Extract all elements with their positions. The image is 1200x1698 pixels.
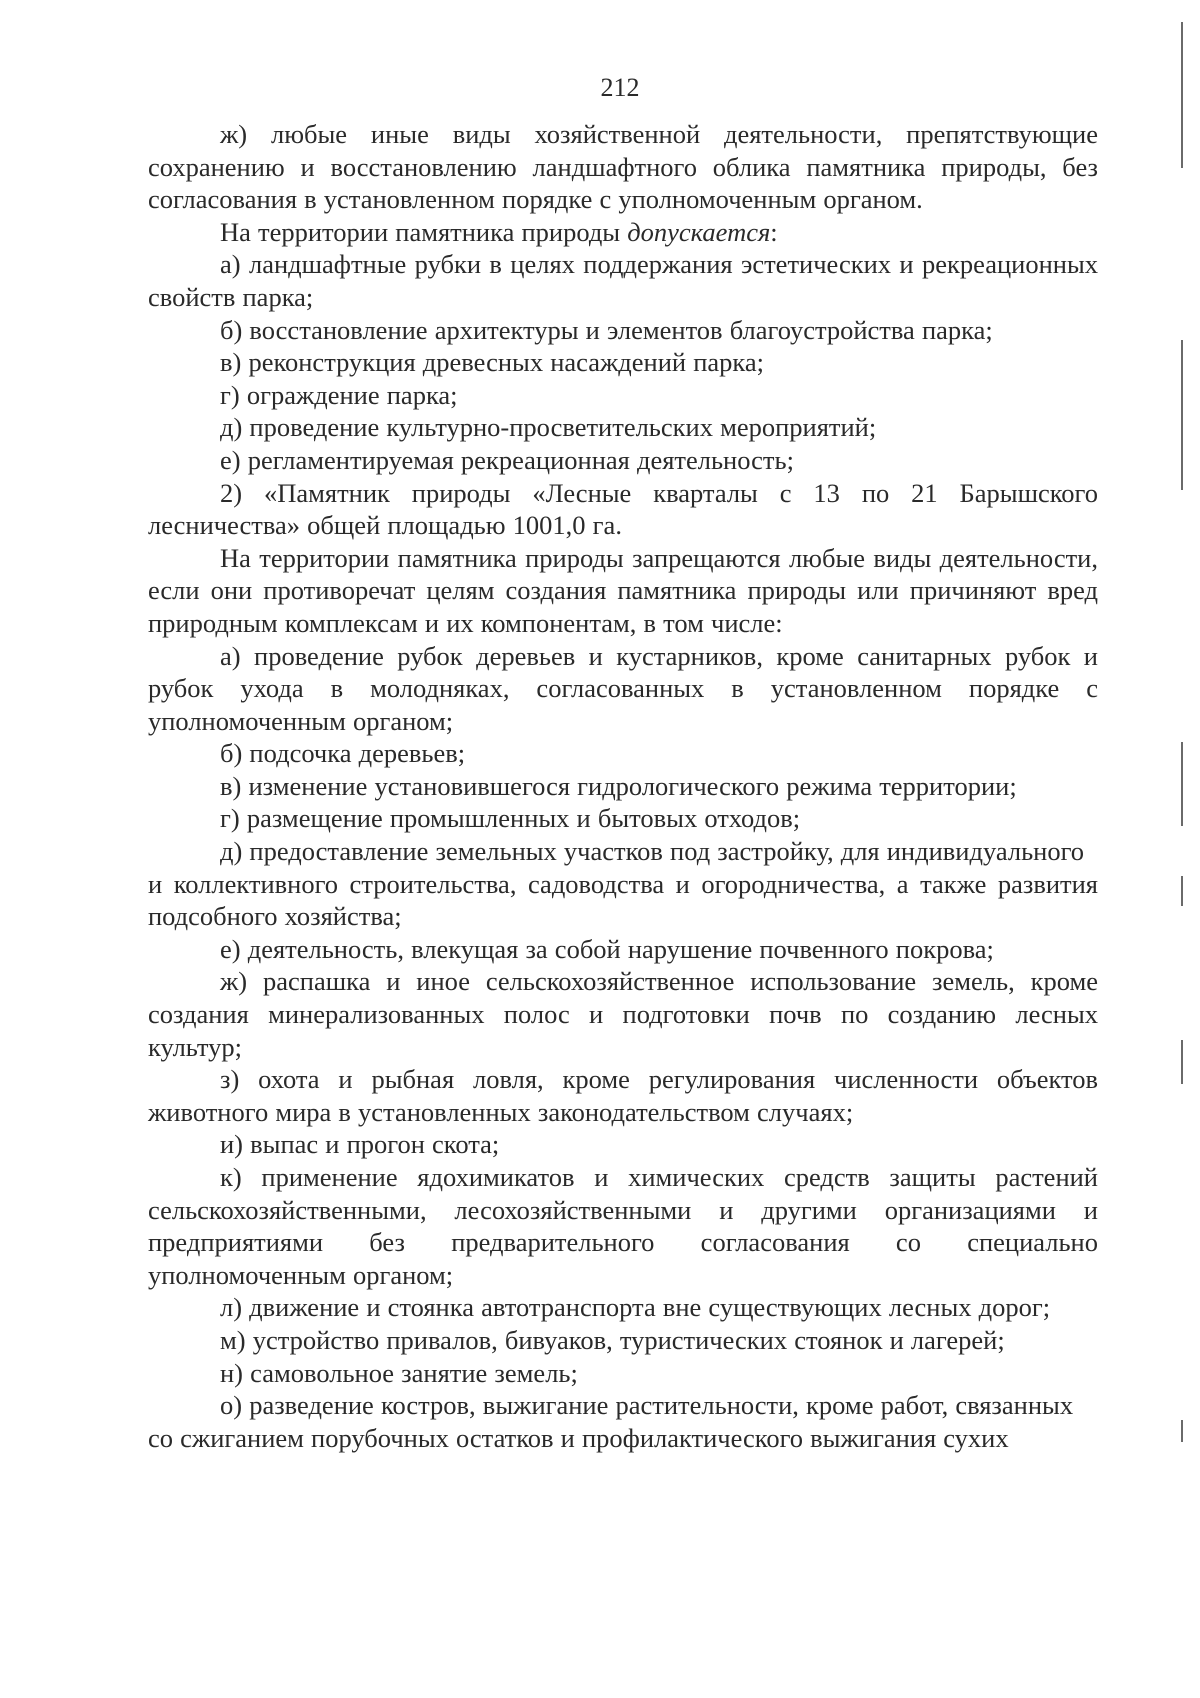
paragraph-prohibited-intro: На территории памятника природы запрещаются любые виды деятельности, если они противоречат целям создания памятника природы или причиняют вред природным комплексам и их компонентам, в том числе: (148, 542, 1098, 638)
paragraph-prohibited-k: к) применение ядохимикатов и химических средств защиты растений сельскохозяйственными, лесохозяйственными и другими организациями и предприятиями без предварительного согласования со специально уполномоченным органом; (148, 1162, 1098, 1290)
paragraph-prohibition-zh: ж) любые иные виды хозяйственной деятельности, препятствующие сохранению и восстановлению ландшафтного облика памятника природы, без согласования в установленном порядке с уполномоченным органом. (148, 119, 1098, 215)
paragraph-allowed-g: г) ограждение парка; (220, 379, 458, 410)
allowed-intro-tail: : (770, 216, 778, 247)
paragraph-allowed-d: д) проведение культурно-просветительских мероприятий; (220, 412, 877, 443)
paragraph-prohibited-zh: ж) распашка и иное сельскохозяйственное использование земель, кроме создания минерализованных полос и подготовки почв по созданию лесных культур; (148, 966, 1098, 1062)
paragraph-prohibited-a: а) проведение рубок деревьев и кустарников, кроме санитарных рубок и рубок ухода в молодняках, согласованных в установленном порядке с уполномоченным органом; (148, 640, 1098, 736)
paragraph-prohibited-o-continued: со сжиганием порубочных остатков и профилактического выжигания сухих (148, 1422, 1009, 1453)
scan-edge-line (1181, 876, 1183, 906)
paragraph-prohibited-d: д) предоставление земельных участков под застройку, для индивидуального (220, 836, 1085, 867)
paragraph-allowed-intro (148, 216, 1098, 249)
document-body (148, 118, 1098, 1454)
paragraph-allowed-b: б) восстановление архитектуры и элементов благоустройства парка; (220, 314, 993, 345)
paragraph-prohibited-z: з) охота и рыбная ловля, кроме регулирования численности объектов животного мира в установленных законодательством случаях; (148, 1064, 1098, 1127)
page-number: 212 (600, 73, 640, 102)
paragraph-prohibited-l: л) движение и стоянка автотранспорта вне существующих лесных дорог; (220, 1292, 1051, 1323)
paragraph-prohibited-n: н) самовольное занятие земель; (220, 1357, 578, 1388)
scan-edge-line (1181, 1040, 1183, 1084)
paragraph-allowed-v: в) реконструкция древесных насаждений парка; (220, 347, 765, 378)
paragraph-prohibited-m: м) устройство привалов, бивуаков, туристических стоянок и лагерей; (220, 1324, 1005, 1355)
paragraph-prohibited-v: в) изменение установившегося гидрологического режима территории; (220, 770, 1017, 801)
scan-edge-line (1181, 340, 1183, 490)
paragraph-prohibited-i: и) выпас и прогон скота; (220, 1129, 500, 1160)
scan-edge-line (1181, 1420, 1183, 1442)
paragraph-prohibited-b: б) подсочка деревьев; (220, 738, 466, 769)
paragraph-prohibited-g: г) размещение промышленных и бытовых отходов; (220, 803, 801, 834)
allowed-intro-lead: На территории памятника природы (220, 216, 628, 247)
paragraph-prohibited-o: о) разведение костров, выжигание растительности, кроме работ, связанных (220, 1390, 1074, 1421)
scan-edge-line (1181, 742, 1183, 826)
paragraph-allowed-a: а) ландшафтные рубки в целях поддержания эстетических и рекреационных свойств парка; (148, 249, 1098, 312)
allowed-intro-emphasis: допускается (627, 216, 771, 247)
scan-edge-line (1181, 22, 1183, 168)
paragraph-allowed-e: е) регламентируемая рекреационная деятельность; (220, 444, 794, 475)
paragraph-item-2-title: 2) «Памятник природы «Лесные кварталы с 13 по 21 Барышского лесничества» общей площадью 1001,0 га. (148, 477, 1098, 541)
paragraph-prohibited-d-continued: и коллективного строительства, садоводства и огородничества, а также развития подсобного хозяйства; (148, 868, 1098, 932)
paragraph-prohibited-e: е) деятельность, влекущая за собой нарушение почвенного покрова; (220, 933, 994, 964)
